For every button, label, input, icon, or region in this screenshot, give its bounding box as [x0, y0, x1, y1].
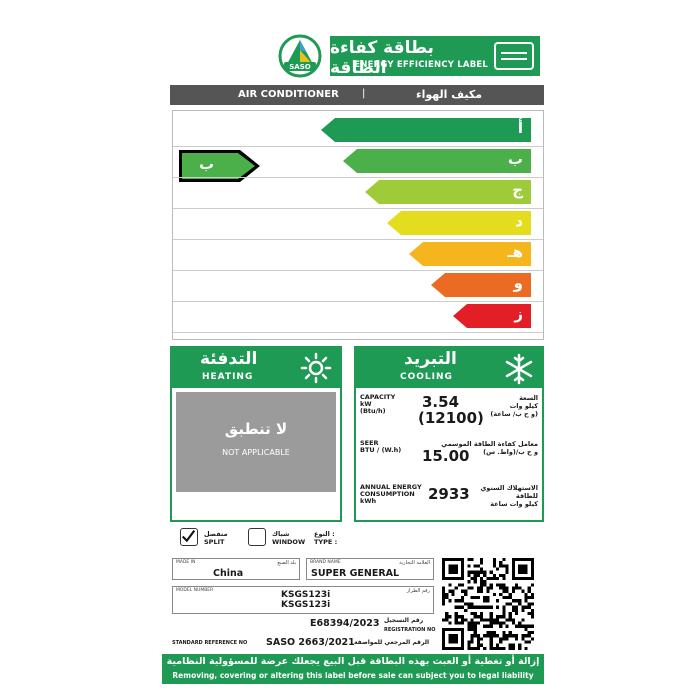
product-title-en: AIR CONDITIONER — [238, 89, 339, 100]
air-conditioner-icon — [494, 42, 534, 70]
grade-bar-6 — [431, 273, 531, 297]
grade-letter: هـ — [507, 243, 523, 261]
heating-not-applicable — [176, 392, 336, 492]
grade-letter: أ — [517, 119, 523, 137]
grade-bar-4 — [387, 211, 531, 235]
split-label-en: SPLIT — [204, 538, 225, 546]
scale-gridline — [173, 270, 543, 271]
capacity-unit-kw: kW — [360, 400, 372, 408]
made-in-value: China — [213, 568, 244, 579]
scale-gridline — [173, 239, 543, 240]
scale-gridline — [173, 146, 543, 147]
capacity-kw-value: 3.54 — [422, 393, 460, 411]
scale-gridline — [173, 177, 543, 178]
label-header — [330, 36, 540, 76]
split-label-ar: منفصل — [204, 530, 228, 538]
annual-consumption-value: 2933 — [428, 485, 470, 503]
capacity-row — [360, 394, 538, 432]
grade-letter: ز — [514, 305, 523, 323]
capacity-unit-btu-ar: (و ح ب/ ساعة) — [490, 410, 538, 418]
registration-label-ar: رقم التسجيل — [384, 617, 424, 624]
split-checkbox — [180, 528, 198, 546]
capacity-unit-kw-ar: كيلو وات — [509, 402, 538, 410]
annual-label-en-1: ANNUAL ENERGY — [360, 483, 422, 491]
brand-value: SUPER GENERAL — [311, 568, 400, 579]
annual-label-en-2: CONSUMPTION — [360, 490, 415, 498]
scale-gridline — [173, 208, 543, 209]
model-label: MODEL NUMBER — [176, 588, 214, 593]
standard-label-ar: الرقم المرجعي للمواصفة — [354, 639, 429, 646]
standard-label-en: STANDARD REFERENCE NO — [172, 640, 248, 646]
annual-unit-ar: كيلو وات ساعة — [490, 500, 538, 508]
grade-bar-2 — [343, 149, 531, 173]
seer-unit-ar: و ح ب/(واط. س) — [483, 448, 538, 456]
type-label-ar: النوع : — [314, 530, 335, 538]
qr-code — [442, 558, 534, 650]
type-label-en: TYPE : — [314, 538, 338, 546]
annual-consumption-row — [360, 484, 538, 514]
made-in-field — [172, 558, 300, 580]
annual-label-ar-1: الاستهلاك السنوي — [480, 484, 538, 492]
saso-logo-text: SASO — [289, 63, 311, 71]
seer-label-en: SEER — [360, 439, 379, 447]
model-field — [172, 586, 434, 614]
standard-value: SASO 2663/2021 — [266, 637, 355, 648]
cooling-header — [356, 348, 542, 388]
model-label-ar: رقم الطراز — [406, 588, 430, 594]
snowflake-icon — [502, 352, 536, 386]
capacity-label-ar: السعة — [519, 394, 538, 402]
rating-grade: ب — [199, 155, 215, 173]
legal-warning — [162, 654, 544, 684]
legal-warning-en: Removing, covering or altering this label before sale can subject you to legal liability — [172, 671, 534, 680]
header-title-ar: بطاقة كفاءة الطاقة — [330, 38, 434, 78]
brand-label: BRAND NAME — [310, 560, 341, 565]
capacity-unit-btu: (Btu/h) — [360, 407, 386, 415]
grade-bar-1 — [321, 118, 531, 142]
window-label-ar: شباك — [272, 530, 290, 538]
annual-unit-en: kWh — [360, 497, 377, 505]
made-in-label-ar: بلد الصنع — [277, 560, 296, 566]
grade-letter: د — [515, 212, 523, 230]
seer-row — [360, 440, 538, 470]
brand-field — [306, 558, 434, 580]
annual-label-ar-2: للطاقة — [515, 492, 538, 500]
cooling-title-ar: التبريد — [404, 349, 457, 369]
capacity-label-en: CAPACITY — [360, 393, 396, 401]
made-in-label: MADE IN — [176, 560, 196, 565]
grade-letter: و — [513, 274, 523, 292]
grade-bar-3 — [365, 180, 531, 204]
product-title-bar — [170, 85, 544, 105]
legal-warning-ar: إزالة أو تغطية أو العبث بهذه البطاقة قبل البيع يجعلك عرضة للمسؤولية النظامية — [166, 656, 540, 667]
product-title-ar: مكيف الهواء — [416, 88, 483, 101]
heating-panel — [170, 346, 342, 522]
grade-letter: ج — [512, 181, 523, 199]
registration-number: E68394/2023 — [310, 618, 380, 629]
header-title-en: ENERGY EFFICIENCY LABEL — [354, 60, 488, 70]
grade-bar-7 — [453, 304, 531, 328]
unit-type — [174, 528, 544, 554]
registration-label-en: REGISTRATION NO — [384, 627, 436, 633]
not-applicable-ar: لا تنطبق — [224, 420, 288, 438]
scale-gridline — [173, 301, 543, 302]
model-value-1: KSGS123i — [281, 590, 331, 600]
scale-gridline — [173, 332, 543, 333]
not-applicable-en: NOT APPLICABLE — [222, 448, 290, 457]
seer-unit-en: BTU / (W.h) — [360, 446, 402, 454]
efficiency-scale — [172, 110, 544, 340]
cooling-title-en: COOLING — [400, 372, 453, 382]
energy-label — [158, 28, 546, 680]
model-value-2: KSGS123i — [281, 600, 331, 610]
product-title-separator: | — [362, 88, 366, 99]
seer-label-ar: معامل كفاءة الطاقة الموسمي — [441, 440, 538, 448]
brand-label-ar: العلامة التجارية — [399, 560, 430, 566]
heating-title-ar: التدفئة — [200, 349, 258, 369]
checkmark-icon — [181, 529, 196, 544]
window-label-en: WINDOW — [272, 538, 306, 546]
seer-value: 15.00 — [422, 447, 470, 465]
sun-icon — [300, 352, 332, 384]
heating-title-en: HEATING — [202, 372, 254, 382]
capacity-btu-value: (12100) — [418, 409, 484, 427]
saso-logo — [278, 32, 322, 78]
cooling-panel — [354, 346, 544, 522]
heating-header — [172, 348, 340, 388]
grade-letter: ب — [507, 150, 523, 168]
grade-bar-5 — [409, 242, 531, 266]
window-checkbox — [248, 528, 266, 546]
